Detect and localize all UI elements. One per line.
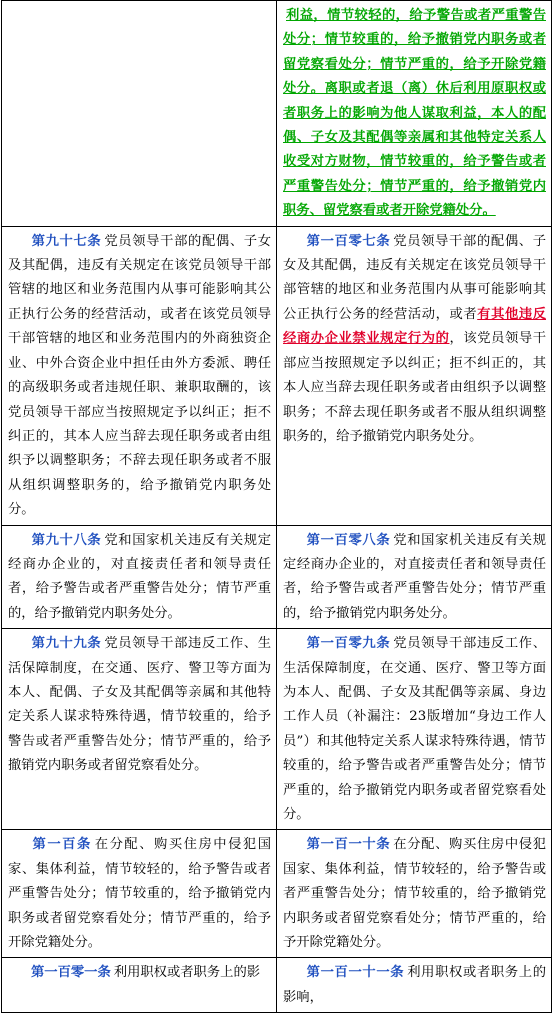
old-article-cell	[2, 629, 277, 830]
table-row	[2, 226, 552, 525]
table-row	[2, 830, 552, 958]
old-article-cell	[2, 958, 277, 1013]
changed-text-highlight: 有其他违反经商办企业禁业规定行为的	[283, 306, 547, 347]
article-text: 利用职权或者职务上的影响，	[283, 965, 547, 1005]
table-row	[2, 629, 552, 830]
article-text-tail: ，该党员领导干部应当按照规定予以纠正；拒不纠正的，其本人应当辞去现任职务或者由组织予以调整职务；不辞去现任职务或者不服从组织调整职务的，给予撤销党内职务处分。	[283, 331, 546, 444]
article-text: 党员领导干部违反工作、生活保障制度，在交通、医疗、警卫等方面为本人、配偶、子女及其配偶等亲属和其他特定关系人谋求特殊待遇，情节较重的，给予警告或者严重警告处分；情节严重的，给予撤销党内职务或者留党察看处分。	[8, 636, 272, 774]
article-text: 党和国家机关违反有关规定经商办企业的，对直接责任者和领导责任者，给予警告或者严重警告处分；情节严重的，给予撤销党内职务处分。	[8, 532, 272, 621]
article-text: 在分配、购买住房中侵犯国家、集体利益，情节较轻的，给予警告或者严重警告处分；情节较重的，给予撤销党内职务或者留党察看处分；情节严重的，给予开除党籍处分。	[8, 837, 271, 951]
table-row	[2, 525, 552, 629]
article-text: 党和国家机关违反有关规定经商办企业的，对直接责任者和领导责任者，给予警告或者严重警告处分；情节严重的，给予撤销党内职务处分。	[283, 532, 547, 621]
article-number: 第九十七条	[31, 233, 102, 249]
article-text: 党员领导干部违反工作、生活保障制度，在交通、医疗、警卫等方面为本人、配偶、子女及其配偶等亲属、身边工作人员（补漏注：23版增加“身边工作人员”）和其他特定关系人谋求特殊待遇，情节较重的，给予警告或者严重警告处分；情节严重的，给予撤销党内职务或者留党察看处分。	[283, 636, 547, 822]
article-number: 第一百零九条	[306, 636, 391, 652]
article-number: 第一百零八条	[306, 532, 391, 548]
article-text: 党员领导干部的配偶、子女及其配偶，违反有关规定在该党员领导干部管辖的地区和业务范围内从事可能影响其公正执行公务的经营活动，或者在该党员领导干部管辖的地区和业务范围内的外商独资企业、中外合资企业中担任由外方委派、聘任的高级职务或者违规任职、兼职取酬的，该党员领导干部应当按照规定予以纠正；拒不纠正的，其本人应当辞去现任职务或者由组织予以调整职务；不辞去现任职务或者不服从组织调整职务的，给予撤销党内职务处分。	[8, 233, 272, 518]
article-number: 第九十八条	[31, 532, 102, 548]
article-number: 第一百一十一条	[306, 965, 405, 981]
table-row	[2, 958, 552, 1013]
article-number: 第九十九条	[31, 636, 102, 652]
old-article-cell	[2, 226, 277, 525]
new-article-cell	[277, 226, 552, 525]
article-number: 第一百零一条	[31, 965, 111, 981]
article-text: 在分配、购买住房中侵犯国家、集体利益，情节较轻的，给予警告或者严重警告处分；情节较重的，给予撤销党内职务或者留党察看处分；情节严重的，给予开除党籍处分。	[283, 837, 547, 951]
article-text: 党员领导干部的配偶、子女及其配偶，违反有关规定在该党员领导干部管辖的地区和业务范围内从事可能影响其公正执行公务的经营活动，或者	[283, 233, 547, 322]
new-article-cell	[277, 958, 552, 1013]
article-number: 第一百条	[31, 837, 92, 853]
new-article-cell	[277, 525, 552, 629]
new-article-cell	[277, 1, 552, 227]
added-text-highlight: 利益，情节较轻的，给予警告或者严重警告处分；情节较重的，给予撤销党内职务或者留党察看处分；情节严重的，给予开除党籍处分。离职或者退（离）休后利用原职权或者职务上的影响为他人谋取利益，本人的配偶、子女及其配偶等亲属和其他特定关系人收受对方财物，情节较重的，给予警告或者严重警告处分；情节严重的，给予撤销党内职务、留党察看或者开除党籍处分。	[283, 8, 546, 219]
old-article-cell	[2, 525, 277, 629]
new-article-cell	[277, 629, 552, 830]
comparison-table	[1, 0, 552, 1013]
article-number: 第一百零七条	[306, 233, 391, 249]
article-text: 利用职权或者职务上的影	[113, 965, 261, 981]
new-article-cell	[277, 830, 552, 958]
article-number: 第一百一十条	[306, 837, 391, 853]
old-article-cell	[2, 830, 277, 958]
old-article-cell	[2, 1, 277, 227]
table-row	[2, 1, 552, 227]
